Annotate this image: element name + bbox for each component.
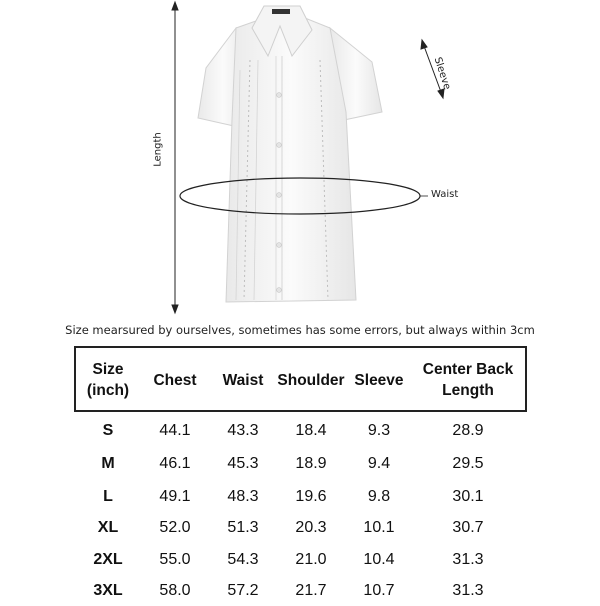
table-row bbox=[0, 488, 600, 512]
table-row bbox=[0, 455, 600, 479]
length-label: Length bbox=[152, 132, 164, 167]
sleeve-label: Sleeve bbox=[431, 55, 453, 92]
table-row bbox=[0, 519, 600, 543]
table-row bbox=[0, 422, 600, 446]
size-cell: S bbox=[102, 422, 114, 439]
shoulder-cell: 21.7 bbox=[295, 582, 327, 599]
shoulder-cell: 18.9 bbox=[295, 455, 327, 472]
header-length-line2: Length bbox=[442, 382, 494, 399]
sleeve-cell: 9.3 bbox=[367, 422, 391, 439]
sleeve-cell: 10.7 bbox=[363, 582, 395, 599]
size-cell: L bbox=[103, 488, 113, 505]
length-cell: 29.5 bbox=[452, 455, 484, 472]
size-cell: 2XL bbox=[93, 551, 123, 568]
header-size-line1: Size bbox=[92, 361, 124, 378]
table-row bbox=[0, 582, 600, 606]
waist-cell: 48.3 bbox=[227, 488, 259, 505]
header-size-line2: (inch) bbox=[86, 382, 130, 399]
size-cell: 3XL bbox=[93, 582, 123, 599]
shirt bbox=[198, 6, 382, 302]
table-row bbox=[0, 551, 600, 575]
header-shoulder: Shoulder bbox=[277, 371, 345, 389]
waist-label: Waist bbox=[431, 189, 459, 200]
length-cell: 30.1 bbox=[452, 488, 484, 505]
sleeve-cell: 9.8 bbox=[367, 488, 391, 505]
length-arrow bbox=[172, 2, 178, 313]
length-cell: 31.3 bbox=[452, 582, 484, 599]
header-waist: Waist bbox=[222, 371, 264, 389]
header-chest: Chest bbox=[153, 371, 197, 389]
header-length-line1: Center Back bbox=[422, 361, 514, 378]
chest-cell: 49.1 bbox=[159, 488, 191, 505]
chest-cell: 52.0 bbox=[159, 519, 191, 536]
shoulder-cell: 19.6 bbox=[295, 488, 327, 505]
chest-cell: 55.0 bbox=[159, 551, 191, 568]
header-center-back-length bbox=[412, 358, 524, 402]
shoulder-cell: 18.4 bbox=[295, 422, 327, 439]
waist-cell: 51.3 bbox=[227, 519, 259, 536]
sleeve-cell: 9.4 bbox=[367, 455, 391, 472]
shoulder-cell: 21.0 bbox=[295, 551, 327, 568]
length-cell: 31.3 bbox=[452, 551, 484, 568]
waist-cell: 54.3 bbox=[227, 551, 259, 568]
chest-cell: 44.1 bbox=[159, 422, 191, 439]
measurement-note: Size mearsured by ourselves, sometimes has some errors, but always within 3cm bbox=[65, 323, 535, 337]
sleeve-cell: 10.1 bbox=[363, 519, 395, 536]
header-sleeve: Sleeve bbox=[354, 371, 404, 389]
waist-cell: 45.3 bbox=[227, 455, 259, 472]
shoulder-cell: 20.3 bbox=[295, 519, 327, 536]
waist-cell: 43.3 bbox=[227, 422, 259, 439]
chest-cell: 58.0 bbox=[159, 582, 191, 599]
header-size bbox=[79, 358, 137, 402]
waist-cell: 57.2 bbox=[227, 582, 259, 599]
sleeve-cell: 10.4 bbox=[363, 551, 395, 568]
chest-cell: 46.1 bbox=[159, 455, 191, 472]
length-cell: 30.7 bbox=[452, 519, 484, 536]
length-cell: 28.9 bbox=[452, 422, 484, 439]
size-cell: XL bbox=[97, 519, 119, 536]
size-cell: M bbox=[101, 455, 115, 472]
